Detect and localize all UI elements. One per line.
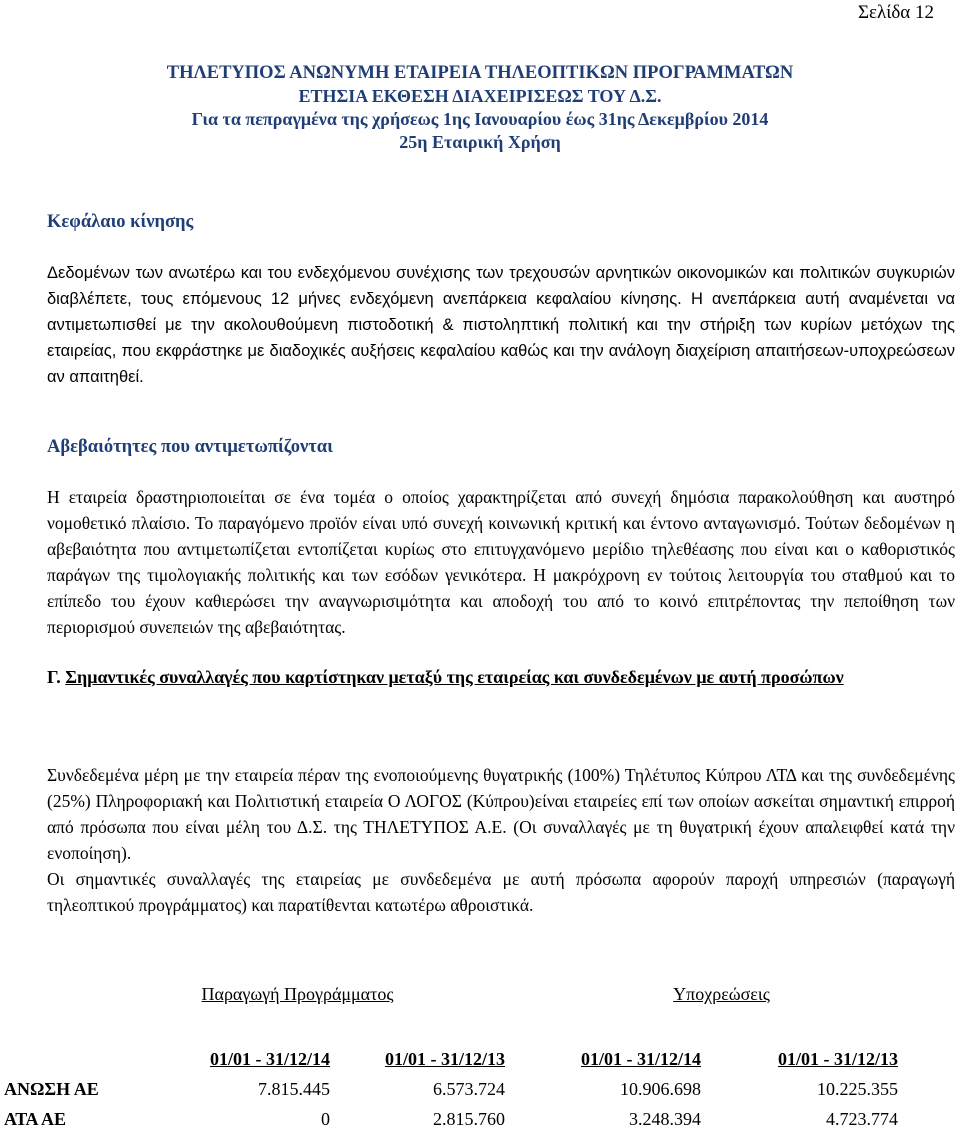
cell-value: 6.573.724 [433, 1078, 505, 1099]
section-heading-uncertainties: Αβεβαιότητες που αντιμετωπίζονται [47, 437, 333, 457]
capital-paragraph: Δεδομένων των ανωτέρω και του ενδεχόμενου συνέχισης των τρεχουσών αρνητικών οικονομικών και πολιτικών συγκυριών διαβλέπετε, τους επόμενους 12 μήνες ενδεχόμενη ανεπάρκεια κεφαλαίου κίνησης. Η ανεπάρκεια αυτή αναμένεται να αντιμετωπισθεί με την ακολουθούμενη πιστοδοτική & πιστοληπτική πολιτική και την στήριξη των κυρίων μετόχων της εταιρείας, που εκφράστηκε με διαδοχικές αυξήσεις κεφαλαίου καθώς και την ανάλογη διαχείριση απαιτήσεων-υποχρεώσεων αν απαιτηθεί. [47, 264, 955, 386]
period-col-2: 01/01 - 31/12/13 [385, 1048, 505, 1069]
cell-value: 10.225.355 [817, 1078, 898, 1099]
row-label: ΑΝΩΣΗ ΑΕ [4, 1078, 99, 1099]
section-heading-related-parties [47, 664, 955, 690]
cell-value: 7.815.445 [258, 1078, 330, 1099]
cell-value: 10.906.698 [620, 1078, 701, 1099]
period-col-4: 01/01 - 31/12/13 [778, 1048, 898, 1069]
report-period: Για τα πεπραγμένα της χρήσεως 1ης Ιανουαρίου έως 31ης Δεκεμβρίου 2014 [191, 109, 769, 129]
report-title: ΕΤΗΣΙΑ ΕΚΘΕΣΗ ΔΙΑΧΕΙΡΙΣΕΩΣ ΤΟΥ Δ.Σ. [298, 86, 662, 106]
section-heading-capital: Κεφάλαιο κίνησης [47, 212, 194, 232]
group-program-production: Παραγωγή Προγράμματος [201, 984, 394, 1004]
period-col-1: 01/01 - 31/12/14 [210, 1048, 330, 1069]
related-parties-summary: Οι σημαντικές συναλλαγές της εταιρείας με συνδεδεμένα με αυτή πρόσωπα αφορούν παροχή υπηρεσιών (παραγωγή τηλεοπτικού προγράμματος) και παρατίθενται κατωτέρω αθροιστικά. [47, 869, 955, 915]
cell-value: 3.248.394 [629, 1108, 701, 1129]
table-row [0, 1104, 960, 1134]
row-label: ΑΤΑ ΑΕ [4, 1108, 67, 1129]
table-row [0, 1074, 960, 1104]
related-parties-paragraph: Συνδεδεμένα μέρη με την εταιρεία πέραν της ενοποιούμενης θυγατρικής (100%) Τηλέτυπος Κύπρου ΛΤΔ και της συνδεδεμένης (25%) Πληροφοριακή και Πολιτιστική εταιρεία Ο ΛΟΓΟΣ (Κύπρου)είναι εταιρείες επί των οποίων ασκείται σημαντική επιρροή από πρόσωπα που είναι μέλη του Δ.Σ. της ΤΗΛΕΤΥΠΟΣ Α.Ε. (Οι συναλλαγές με τη θυγατρική έχουν απαλειφθεί κατά την ενοποίηση). [47, 765, 955, 863]
cell-value: 2.815.760 [433, 1108, 505, 1129]
table-period-header [0, 1044, 960, 1074]
page-number: Σελίδα 12 [857, 2, 934, 23]
related-parties-title: Σημαντικές συναλλαγές που καρτίστηκαν μεταξύ της εταιρείας και συνδεδεμένων με αυτή προσώπων [65, 667, 844, 687]
report-header [0, 62, 960, 154]
group-liabilities: Υποχρεώσεις [673, 984, 770, 1004]
period-col-3: 01/01 - 31/12/14 [581, 1048, 701, 1069]
cell-value: 0 [321, 1108, 330, 1129]
table-group-header [0, 984, 960, 1014]
company-name: ΤΗΛΕΤΥΠΟΣ ΑΝΩΝΥΜΗ ΕΤΑΙΡΕΙΑ ΤΗΛΕΟΠΤΙΚΩΝ ΠΡΟΓΡΑΜΜΑΤΩΝ [166, 63, 794, 83]
transactions-table [0, 984, 960, 1134]
section-letter: Γ. [47, 667, 61, 687]
fiscal-year: 25η Εταιρική Χρήση [399, 132, 561, 152]
cell-value: 4.723.774 [826, 1108, 898, 1129]
uncertainties-paragraph: Η εταιρεία δραστηριοποιείται σε ένα τομέα ο οποίος χαρακτηρίζεται από συνεχή δημόσια παρακολούθηση και αυστηρό νομοθετικό πλαίσιο. Το παραγόμενο προϊόν είναι υπό συνεχή κοινωνική κριτική και έντονο ανταγωνισμό. Τούτων δεδομένων η αβεβαιότητα που αντιμετωπίζεται εντοπίζεται κυρίως στο επιτυγχανόμενο μερίδιο τηλεθέασης που είναι και ο καθοριστικός παράγων της τιμολογιακής πολιτικής και των εσόδων γενικότερα. Η μακρόχρονη εν τούτοις λειτουργία του σταθμού και το επίπεδο του έχουν καθιερώσει την αναγνωρισιμότητα και αποδοχή του από το κοινό επιτρέποντας την πεποίθηση των περιορισμού συνεπειών της αβεβαιότητας. [47, 487, 955, 637]
